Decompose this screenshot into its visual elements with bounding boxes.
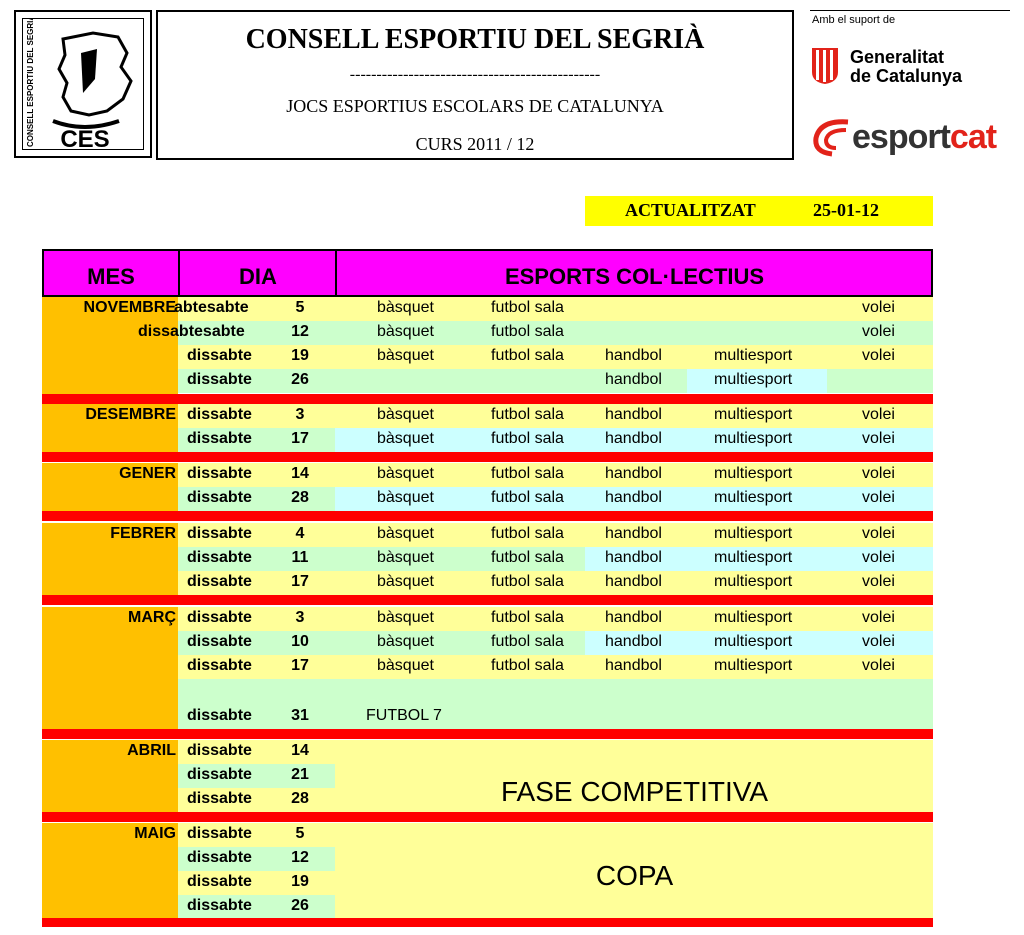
month-label: GENER <box>119 465 176 482</box>
day-number: 19 <box>291 347 309 364</box>
month-separator <box>42 729 933 739</box>
sport-f: futbol sala <box>491 609 564 626</box>
sport-v: volei <box>862 609 895 626</box>
weekday-label: dissabte <box>187 489 252 506</box>
month-label: FEBRER <box>110 525 176 542</box>
sport-h: handbol <box>605 573 662 590</box>
generalitat-line1: Generalitat <box>850 47 945 67</box>
sport-f: futbol sala <box>491 323 564 340</box>
sport-v: volei <box>862 430 895 447</box>
title-divider: ----------------------------------------------- <box>349 66 601 83</box>
sport-h: handbol <box>605 371 662 388</box>
sport-h: handbol <box>605 406 662 423</box>
sport-h: handbol <box>605 633 662 650</box>
weekday-label: dissabte <box>187 371 252 388</box>
sport-m: multiesport <box>714 525 793 542</box>
sport-f: futbol sala <box>491 657 564 674</box>
sport-m: multiesport <box>714 406 793 423</box>
col-header-mes: MES <box>87 264 135 289</box>
sport-b: bàsquet <box>377 430 434 447</box>
day-number: 26 <box>291 371 309 388</box>
sport-f: futbol sala <box>491 489 564 506</box>
weekday-label: dissabte <box>187 573 252 590</box>
sport-v: volei <box>862 406 895 423</box>
sport-v: volei <box>862 323 895 340</box>
day-number: 28 <box>291 790 309 807</box>
sport-f: futbol sala <box>491 299 564 316</box>
day-number: 3 <box>295 406 305 423</box>
col-header-esports: ESPORTS COL·LECTIUS <box>504 264 765 289</box>
day-number: 31 <box>291 707 309 724</box>
sport-m: multiesport <box>714 573 793 590</box>
sport-m: multiesport <box>714 430 793 447</box>
day-number: 26 <box>291 897 309 914</box>
weekday-label: dissabte <box>187 406 252 423</box>
sport-m: multiesport <box>714 609 793 626</box>
sport-f: futbol sala <box>491 633 564 650</box>
weekday-label: dissabte <box>187 742 252 759</box>
day-number: 4 <box>295 525 305 542</box>
month-label: DESEMBRE <box>85 406 176 423</box>
generalitat-line2: de Catalunya <box>850 66 963 86</box>
month-label: MARÇ <box>128 609 176 626</box>
esportcat-cat: cat <box>949 118 997 156</box>
esportcat-esport: esport <box>852 118 950 156</box>
sport-v: volei <box>862 525 895 542</box>
sport-h: handbol <box>605 347 662 364</box>
futbol7-label: FUTBOL 7 <box>366 707 442 724</box>
sport-b: bàsquet <box>377 347 434 364</box>
sport-m: multiesport <box>714 371 793 388</box>
month-separator <box>42 452 933 462</box>
weekday-label: dissabte <box>187 825 252 842</box>
weekday-label: dissabte <box>187 549 252 566</box>
fase-competitiva-label: FASE COMPETITIVA <box>500 776 769 807</box>
sport-h: handbol <box>605 525 662 542</box>
weekday-label: dissabte <box>187 525 252 542</box>
weekday-label: dissabte <box>187 609 252 626</box>
svg-text:CONSELL ESPORTIU DEL SEGRIÀ: CONSELL ESPORTIU DEL SEGRIÀ <box>26 19 35 147</box>
sport-f: futbol sala <box>491 525 564 542</box>
weekday-label: dissabtesabte <box>138 323 245 340</box>
month-separator <box>42 595 933 605</box>
day-number: 14 <box>291 742 309 759</box>
update-label: ACTUALITZAT <box>625 200 756 220</box>
weekday-label: dissabte <box>187 633 252 650</box>
sport-f: futbol sala <box>491 406 564 423</box>
weekday-label: dissabte <box>187 347 252 364</box>
sport-f: futbol sala <box>491 573 564 590</box>
sport-v: volei <box>862 489 895 506</box>
weekday-label: dissabte <box>187 790 252 807</box>
day-number: 17 <box>291 430 309 447</box>
day-number: 12 <box>291 323 309 340</box>
sport-b: bàsquet <box>377 609 434 626</box>
sport-h: handbol <box>605 430 662 447</box>
weekday-label: dissabte <box>187 465 252 482</box>
sport-m: multiesport <box>714 657 793 674</box>
sport-b: bàsquet <box>377 489 434 506</box>
sport-v: volei <box>862 573 895 590</box>
month-separator <box>42 511 933 521</box>
sport-v: volei <box>862 299 895 316</box>
sport-b: bàsquet <box>377 633 434 650</box>
month-label: NOVEMBRE <box>83 299 176 316</box>
sport-f: futbol sala <box>491 430 564 447</box>
sport-m: multiesport <box>714 465 793 482</box>
day-number: 5 <box>295 299 305 316</box>
sport-m: multiesport <box>714 489 793 506</box>
day-number: 5 <box>295 825 305 842</box>
sport-m: multiesport <box>714 347 793 364</box>
sport-h: handbol <box>605 609 662 626</box>
sport-b: bàsquet <box>377 525 434 542</box>
day-number: 28 <box>291 489 309 506</box>
month-separator <box>42 394 933 404</box>
col-header-dia: DIA <box>239 264 277 289</box>
sport-v: volei <box>862 549 895 566</box>
sport-h: handbol <box>605 489 662 506</box>
sport-v: volei <box>862 633 895 650</box>
sport-b: bàsquet <box>377 465 434 482</box>
weekday-label: dissabte <box>187 873 252 890</box>
sport-b: bàsquet <box>377 323 434 340</box>
sport-b: bàsquet <box>377 573 434 590</box>
support-label: Amb el suport de <box>812 14 896 26</box>
day-number: 14 <box>291 465 309 482</box>
sport-m: multiesport <box>714 633 793 650</box>
sport-b: bàsquet <box>377 657 434 674</box>
day-number: 12 <box>291 849 309 866</box>
weekday-label: abtesabte <box>174 299 249 316</box>
day-number: 10 <box>291 633 309 650</box>
sport-m: multiesport <box>714 549 793 566</box>
day-number: 11 <box>291 549 309 566</box>
day-number: 3 <box>295 609 305 626</box>
month-separator <box>42 812 933 822</box>
day-number: 17 <box>291 573 309 590</box>
subtitle: JOCS ESPORTIUS ESCOLARS DE CATALUNYA <box>286 96 664 116</box>
day-number: 19 <box>291 873 309 890</box>
sport-b: bàsquet <box>377 549 434 566</box>
day-number: 21 <box>291 766 309 783</box>
weekday-label: dissabte <box>187 707 252 724</box>
weekday-label: dissabte <box>187 897 252 914</box>
sport-f: futbol sala <box>491 549 564 566</box>
sport-v: volei <box>862 465 895 482</box>
weekday-label: dissabte <box>187 430 252 447</box>
sport-v: volei <box>862 657 895 674</box>
season: CURS 2011 / 12 <box>415 134 535 154</box>
month-separator <box>42 918 933 927</box>
sport-f: futbol sala <box>491 465 564 482</box>
copa-label: COPA <box>595 860 674 891</box>
weekday-label: dissabte <box>187 849 252 866</box>
update-date: 25-01-12 <box>813 200 879 220</box>
weekday-label: dissabte <box>187 657 252 674</box>
sport-h: handbol <box>605 657 662 674</box>
month-label: MAIG <box>134 825 176 842</box>
month-label: ABRIL <box>127 742 176 759</box>
sport-v: volei <box>862 347 895 364</box>
sport-b: bàsquet <box>377 299 434 316</box>
org-title: CONSELL ESPORTIU DEL SEGRIÀ <box>245 24 705 55</box>
sport-h: handbol <box>605 549 662 566</box>
sport-f: futbol sala <box>491 347 564 364</box>
sport-b: bàsquet <box>377 406 434 423</box>
sport-h: handbol <box>605 465 662 482</box>
svg-text:CES: CES <box>60 126 110 153</box>
day-number: 17 <box>291 657 309 674</box>
weekday-label: dissabte <box>187 766 252 783</box>
